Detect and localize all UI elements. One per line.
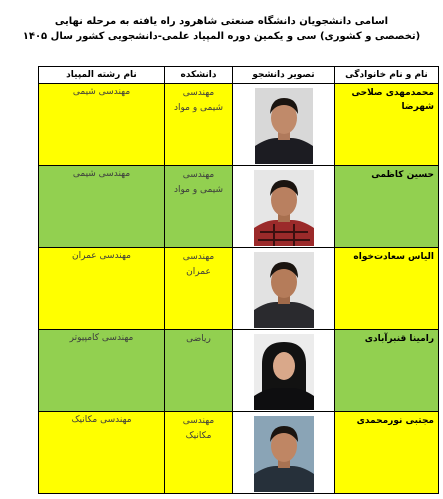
faculty-name-continued: شیمی و مواد	[173, 185, 223, 195]
student-name-cell	[335, 330, 439, 412]
student-name-cell	[335, 248, 439, 330]
table-row	[39, 412, 439, 494]
faculty-name: مهندسی	[182, 416, 215, 426]
student-photo-cell	[233, 84, 335, 166]
faculty-cell	[165, 84, 233, 166]
header-name: نام و نام خانوادگی	[335, 67, 439, 84]
table-row	[39, 248, 439, 330]
faculty-name: مهندسی	[182, 252, 215, 262]
page-title-line2: (تخصصی و کشوری) سی و یکمین دوره المپیاد علمی-دانشجویی کشور سال ۱۴۰۵	[22, 31, 421, 42]
student-photo-cell	[233, 166, 335, 248]
faculty-cell	[165, 412, 233, 494]
student-name: الیاس سعادت‌خواه	[353, 252, 434, 262]
faculty-cell	[165, 330, 233, 412]
faculty-name-continued: مکانیک	[185, 431, 212, 441]
students-table	[38, 66, 439, 494]
student-name: مجتبی نورمحمدی	[356, 416, 434, 426]
olympiad-field: مهندسی شیمی	[39, 166, 165, 248]
student-portrait	[254, 252, 314, 328]
page-title-line1: اسامی دانشجویان دانشگاه صنعتی شاهرود راه یافته به مرحله نهایی	[54, 16, 389, 27]
student-name-cell	[335, 166, 439, 248]
table-row	[39, 330, 439, 412]
student-portrait	[254, 170, 314, 246]
student-name: رامینا قنبرآبادی	[364, 334, 434, 344]
student-name-cell	[335, 84, 439, 166]
olympiad-field: مهندسی عمران	[39, 248, 165, 330]
faculty-name: ریاضی	[186, 334, 211, 344]
student-photo-cell	[233, 412, 335, 494]
olympiad-field: مهندسی شیمی	[39, 84, 165, 166]
student-portrait	[254, 416, 314, 492]
faculty-name: مهندسی	[182, 170, 215, 180]
header-faculty: دانشکده	[165, 67, 233, 84]
student-photo-cell	[233, 248, 335, 330]
student-name-cell	[335, 412, 439, 494]
student-portrait	[254, 334, 314, 410]
olympiad-field: مهندسی کامپیوتر	[39, 330, 165, 412]
olympiad-field: مهندسی مکانیک	[39, 412, 165, 494]
table-header-row	[39, 67, 439, 84]
student-name: حسین کاظمی	[371, 170, 434, 180]
faculty-name: مهندسی	[182, 88, 215, 98]
header-photo: تصویر دانشجو	[233, 67, 335, 84]
faculty-cell	[165, 166, 233, 248]
table-row	[39, 166, 439, 248]
student-name-continued: شهرضا	[401, 102, 434, 112]
faculty-name-continued: شیمی و مواد	[173, 103, 223, 113]
faculty-cell	[165, 248, 233, 330]
student-name: محمدمهدی صلاحی	[351, 88, 434, 98]
table-row	[39, 84, 439, 166]
header-field: نام رشته المپیاد	[39, 67, 165, 84]
student-portrait	[255, 88, 313, 164]
faculty-name-continued: عمران	[186, 267, 211, 277]
student-photo-cell	[233, 330, 335, 412]
